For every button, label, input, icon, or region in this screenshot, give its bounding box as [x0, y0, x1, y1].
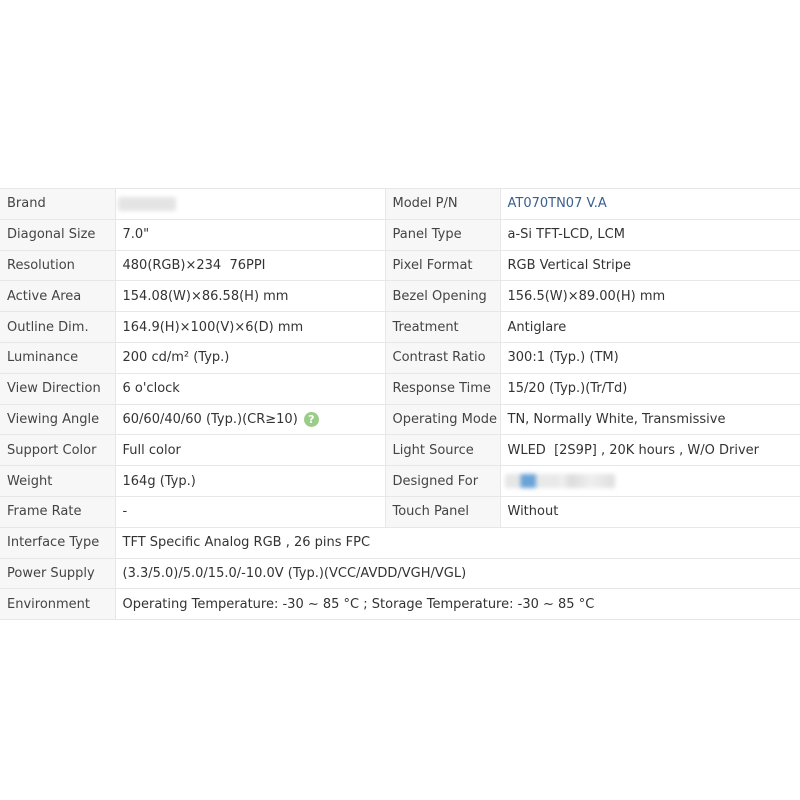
redacted-designed-for-logos	[505, 474, 615, 488]
operating-mode-value: TN, Normally White, Transmissive	[500, 404, 800, 435]
table-row	[0, 558, 800, 589]
help-icon[interactable]: ?	[304, 412, 319, 427]
table-row	[0, 373, 800, 404]
panel-type-label: Panel Type	[385, 219, 500, 250]
interface-type-value: TFT Specific Analog RGB , 26 pins FPC	[115, 527, 800, 558]
active-area-label: Active Area	[0, 281, 115, 312]
treatment-value: Antiglare	[500, 312, 800, 343]
treatment-label: Treatment	[385, 312, 500, 343]
active-area-value: 154.08(W)×86.58(H) mm	[115, 281, 385, 312]
interface-type-label: Interface Type	[0, 527, 115, 558]
redacted-brand-logo	[118, 197, 176, 211]
support-color-value: Full color	[115, 435, 385, 466]
table-row	[0, 527, 800, 558]
table-row	[0, 219, 800, 250]
viewing-angle-label: Viewing Angle	[0, 404, 115, 435]
model-link[interactable]: AT070TN07 V.A	[500, 189, 800, 220]
brand-value	[115, 189, 385, 220]
resolution-label: Resolution	[0, 250, 115, 281]
environment-label: Environment	[0, 589, 115, 620]
power-supply-value: (3.3/5.0)/5.0/15.0/-10.0V (Typ.)(VCC/AVDD/VGH/VGL)	[115, 558, 800, 589]
view-direction-label: View Direction	[0, 373, 115, 404]
weight-label: Weight	[0, 466, 115, 497]
resolution-value: 480(RGB)×234 76PPI	[115, 250, 385, 281]
contrast-ratio-label: Contrast Ratio	[385, 342, 500, 373]
table-row	[0, 435, 800, 466]
viewing-angle-value: 60/60/40/60 (Typ.)(CR≥10)	[122, 411, 298, 427]
contrast-ratio-value: 300:1 (Typ.) (TM)	[500, 342, 800, 373]
table-row	[0, 342, 800, 373]
response-time-value: 15/20 (Typ.)(Tr/Td)	[500, 373, 800, 404]
frame-rate-label: Frame Rate	[0, 496, 115, 527]
table-row	[0, 404, 800, 435]
bezel-opening-label: Bezel Opening	[385, 281, 500, 312]
designed-for-value	[500, 466, 800, 497]
touch-panel-label: Touch Panel	[385, 496, 500, 527]
table-row	[0, 589, 800, 620]
support-color-label: Support Color	[0, 435, 115, 466]
outline-value: 164.9(H)×100(V)×6(D) mm	[115, 312, 385, 343]
panel-type-value: a-Si TFT-LCD, LCM	[500, 219, 800, 250]
outline-label: Outline Dim.	[0, 312, 115, 343]
diagonal-label: Diagonal Size	[0, 219, 115, 250]
response-time-label: Response Time	[385, 373, 500, 404]
environment-value: Operating Temperature: -30 ~ 85 °C ; Storage Temperature: -30 ~ 85 °C	[115, 589, 800, 620]
model-label: Model P/N	[385, 189, 500, 220]
diagonal-value: 7.0"	[115, 219, 385, 250]
table-row	[0, 189, 800, 220]
table-row	[0, 312, 800, 343]
weight-value: 164g (Typ.)	[115, 466, 385, 497]
operating-mode-label: Operating Mode	[385, 404, 500, 435]
light-source-label: Light Source	[385, 435, 500, 466]
table-row	[0, 250, 800, 281]
table-row	[0, 281, 800, 312]
touch-panel-value: Without	[500, 496, 800, 527]
frame-rate-value: -	[115, 496, 385, 527]
spec-table	[0, 188, 800, 620]
light-source-value: WLED [2S9P] , 20K hours , W/O Driver	[500, 435, 800, 466]
table-row	[0, 496, 800, 527]
table-row	[0, 466, 800, 497]
viewing-angle-cell	[115, 404, 385, 435]
pixel-format-label: Pixel Format	[385, 250, 500, 281]
bezel-opening-value: 156.5(W)×89.00(H) mm	[500, 281, 800, 312]
power-supply-label: Power Supply	[0, 558, 115, 589]
brand-label: Brand	[0, 189, 115, 220]
luminance-label: Luminance	[0, 342, 115, 373]
pixel-format-value: RGB Vertical Stripe	[500, 250, 800, 281]
view-direction-value: 6 o'clock	[115, 373, 385, 404]
luminance-value: 200 cd/m² (Typ.)	[115, 342, 385, 373]
designed-for-label: Designed For	[385, 466, 500, 497]
